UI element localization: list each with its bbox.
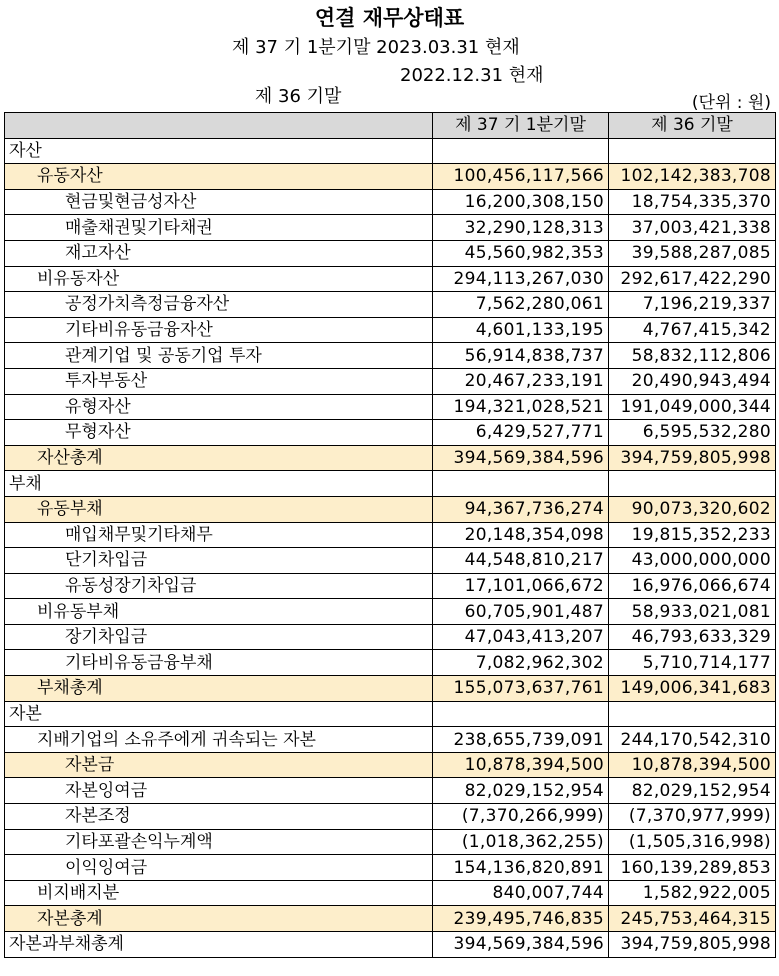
current-period-value: 32,290,128,313 bbox=[433, 215, 609, 241]
account-name: 유동자산 bbox=[5, 164, 433, 190]
account-name: 재고자산 bbox=[5, 240, 433, 266]
previous-period-value: 394,759,805,998 bbox=[609, 445, 776, 471]
current-period-value: (7,370,266,999) bbox=[433, 804, 609, 830]
account-name: 지배기업의 소유주에게 귀속되는 자본 bbox=[5, 727, 433, 753]
current-period-value: 56,914,838,737 bbox=[433, 343, 609, 369]
previous-period-value: 4,767,415,342 bbox=[609, 317, 776, 343]
previous-period-value: 58,933,021,081 bbox=[609, 599, 776, 625]
table-row bbox=[5, 624, 776, 650]
previous-period-value: 82,029,152,954 bbox=[609, 778, 776, 804]
current-period-value bbox=[433, 471, 609, 497]
current-period-value bbox=[433, 701, 609, 727]
header-previous-period: 제 36 기말 bbox=[609, 113, 776, 139]
table-row bbox=[5, 855, 776, 881]
current-period-value: 394,569,384,596 bbox=[433, 445, 609, 471]
current-period-value: 44,548,810,217 bbox=[433, 548, 609, 574]
account-name: 유동부채 bbox=[5, 496, 433, 522]
current-period-value: 47,043,413,207 bbox=[433, 624, 609, 650]
current-period-value: 239,495,746,835 bbox=[433, 906, 609, 932]
previous-period-value: 292,617,422,290 bbox=[609, 266, 776, 292]
table-row bbox=[5, 676, 776, 702]
previous-period-value: 16,976,066,674 bbox=[609, 573, 776, 599]
previous-period-value: 46,793,633,329 bbox=[609, 624, 776, 650]
previous-period-value: 160,139,289,853 bbox=[609, 855, 776, 881]
previous-period-value: 37,003,421,338 bbox=[609, 215, 776, 241]
report-header bbox=[0, 0, 779, 112]
table-row bbox=[5, 906, 776, 932]
table-row bbox=[5, 829, 776, 855]
account-name: 기타비유동금융부채 bbox=[5, 650, 433, 676]
previous-period-value: 1,582,922,005 bbox=[609, 880, 776, 906]
current-period-value: 154,136,820,891 bbox=[433, 855, 609, 881]
previous-period-value bbox=[609, 701, 776, 727]
table-row bbox=[5, 752, 776, 778]
previous-period-value: 19,815,352,233 bbox=[609, 522, 776, 548]
account-name: 기타비유동금융자산 bbox=[5, 317, 433, 343]
current-period-value: 6,429,527,771 bbox=[433, 420, 609, 446]
account-name: 투자부동산 bbox=[5, 368, 433, 394]
account-name: 이익잉여금 bbox=[5, 855, 433, 881]
account-name: 부채총계 bbox=[5, 676, 433, 702]
table-row bbox=[5, 317, 776, 343]
previous-period-value: 244,170,542,310 bbox=[609, 727, 776, 753]
current-period-value bbox=[433, 138, 609, 164]
previous-period-value: 10,878,394,500 bbox=[609, 752, 776, 778]
table-row bbox=[5, 573, 776, 599]
table-row bbox=[5, 215, 776, 241]
account-name: 유형자산 bbox=[5, 394, 433, 420]
table-row bbox=[5, 496, 776, 522]
current-period-value: 82,029,152,954 bbox=[433, 778, 609, 804]
previous-period-value: 7,196,219,337 bbox=[609, 292, 776, 318]
previous-period-value: 191,049,000,344 bbox=[609, 394, 776, 420]
current-period-value: (1,018,362,255) bbox=[433, 829, 609, 855]
previous-period-value: 39,588,287,085 bbox=[609, 240, 776, 266]
current-period-value: 840,007,744 bbox=[433, 880, 609, 906]
table-row bbox=[5, 445, 776, 471]
current-period-value: 20,467,233,191 bbox=[433, 368, 609, 394]
period-previous-label: 제 36 기말 bbox=[254, 86, 342, 107]
account-name: 단기차입금 bbox=[5, 548, 433, 574]
period-current: 제 37 기 1분기말 2023.03.31 현재 bbox=[232, 37, 520, 58]
account-name: 자본조정 bbox=[5, 804, 433, 830]
account-name: 자본잉여금 bbox=[5, 778, 433, 804]
current-period-value: 60,705,901,487 bbox=[433, 599, 609, 625]
header-current-period: 제 37 기 1분기말 bbox=[433, 113, 609, 139]
account-name: 유동성장기차입금 bbox=[5, 573, 433, 599]
table-row bbox=[5, 266, 776, 292]
current-period-value: 194,321,028,521 bbox=[433, 394, 609, 420]
current-period-value: 238,655,739,091 bbox=[433, 727, 609, 753]
current-period-value: 294,113,267,030 bbox=[433, 266, 609, 292]
current-period-value: 94,367,736,274 bbox=[433, 496, 609, 522]
account-name: 자본과부채총계 bbox=[5, 932, 433, 958]
account-name: 장기차입금 bbox=[5, 624, 433, 650]
table-row bbox=[5, 189, 776, 215]
account-name: 현금및현금성자산 bbox=[5, 189, 433, 215]
previous-period-value bbox=[609, 138, 776, 164]
current-period-value: 45,560,982,353 bbox=[433, 240, 609, 266]
current-period-value: 7,082,962,302 bbox=[433, 650, 609, 676]
previous-period-value: 5,710,714,177 bbox=[609, 650, 776, 676]
table-row bbox=[5, 701, 776, 727]
previous-period-value: 394,759,805,998 bbox=[609, 932, 776, 958]
table-row bbox=[5, 138, 776, 164]
current-period-value: 10,878,394,500 bbox=[433, 752, 609, 778]
account-name: 매출채권및기타채권 bbox=[5, 215, 433, 241]
account-name: 부채 bbox=[5, 471, 433, 497]
current-period-value: 4,601,133,195 bbox=[433, 317, 609, 343]
previous-period-value: 6,595,532,280 bbox=[609, 420, 776, 446]
previous-period-value: 18,754,335,370 bbox=[609, 189, 776, 215]
table-row bbox=[5, 522, 776, 548]
previous-period-value: 58,832,112,806 bbox=[609, 343, 776, 369]
account-name: 매입채무및기타채무 bbox=[5, 522, 433, 548]
current-period-value: 7,562,280,061 bbox=[433, 292, 609, 318]
table-row bbox=[5, 240, 776, 266]
current-period-value: 17,101,066,672 bbox=[433, 573, 609, 599]
account-name: 자산총계 bbox=[5, 445, 433, 471]
previous-period-value: 90,073,320,602 bbox=[609, 496, 776, 522]
previous-period-value: 43,000,000,000 bbox=[609, 548, 776, 574]
table-header-row bbox=[5, 113, 776, 139]
table-row bbox=[5, 778, 776, 804]
current-period-value: 100,456,117,566 bbox=[433, 164, 609, 190]
current-period-value: 16,200,308,150 bbox=[433, 189, 609, 215]
unit-label: (단위 : 원) bbox=[691, 93, 771, 113]
table-body bbox=[5, 138, 776, 957]
table-row bbox=[5, 880, 776, 906]
current-period-value: 20,148,354,098 bbox=[433, 522, 609, 548]
table-row bbox=[5, 650, 776, 676]
account-name: 무형자산 bbox=[5, 420, 433, 446]
previous-period-value: (7,370,977,999) bbox=[609, 804, 776, 830]
account-name: 공정가치측정금융자산 bbox=[5, 292, 433, 318]
table-row bbox=[5, 420, 776, 446]
previous-period-value: 149,006,341,683 bbox=[609, 676, 776, 702]
account-name: 비유동부채 bbox=[5, 599, 433, 625]
current-period-value: 394,569,384,596 bbox=[433, 932, 609, 958]
table-row bbox=[5, 292, 776, 318]
account-name: 자본금 bbox=[5, 752, 433, 778]
table-row bbox=[5, 394, 776, 420]
account-name: 비유동자산 bbox=[5, 266, 433, 292]
balance-sheet-table bbox=[4, 112, 776, 958]
table-row bbox=[5, 548, 776, 574]
table-row bbox=[5, 932, 776, 958]
table-row bbox=[5, 727, 776, 753]
account-name: 자본 bbox=[5, 701, 433, 727]
current-period-value: 155,073,637,761 bbox=[433, 676, 609, 702]
table-row bbox=[5, 164, 776, 190]
header-account bbox=[5, 113, 433, 139]
account-name: 기타포괄손익누계액 bbox=[5, 829, 433, 855]
table-row bbox=[5, 471, 776, 497]
account-name: 비지배지분 bbox=[5, 880, 433, 906]
previous-period-value: 20,490,943,494 bbox=[609, 368, 776, 394]
previous-period-value: (1,505,316,998) bbox=[609, 829, 776, 855]
account-name: 관계기업 및 공동기업 투자 bbox=[5, 343, 433, 369]
table-row bbox=[5, 343, 776, 369]
account-name: 자본총계 bbox=[5, 906, 433, 932]
previous-period-value: 102,142,383,708 bbox=[609, 164, 776, 190]
table-row bbox=[5, 368, 776, 394]
table-row bbox=[5, 804, 776, 830]
report-title: 연결 재무상태표 bbox=[314, 6, 465, 30]
period-previous-date: 2022.12.31 현재 bbox=[400, 65, 544, 86]
account-name: 자산 bbox=[5, 138, 433, 164]
table-row bbox=[5, 599, 776, 625]
previous-period-value: 245,753,464,315 bbox=[609, 906, 776, 932]
previous-period-value bbox=[609, 471, 776, 497]
